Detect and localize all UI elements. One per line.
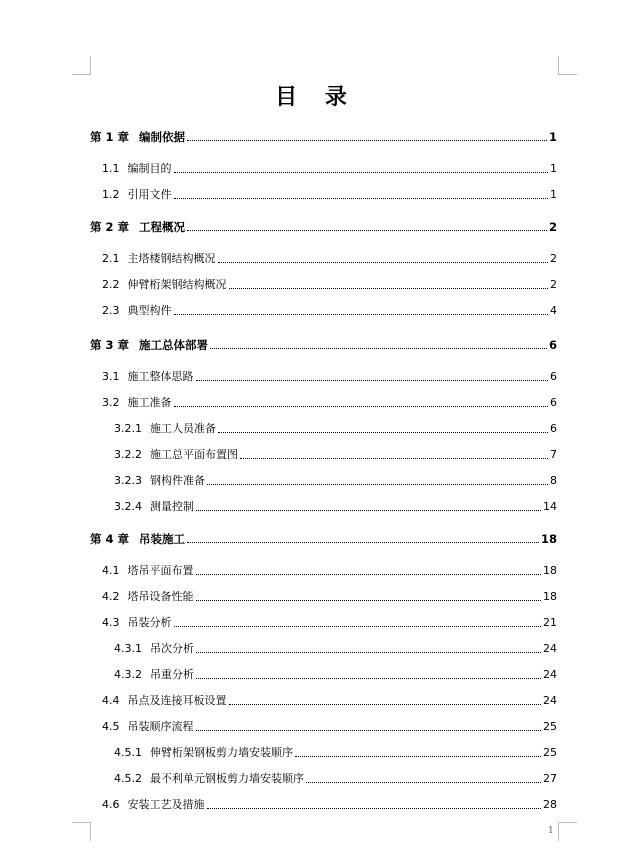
toc-entry[interactable] (90, 218, 557, 234)
toc-entry-text: 施工准备 (127, 396, 172, 409)
toc-dot-leader (174, 626, 542, 627)
toc-entry-number: 4.3 (102, 616, 120, 629)
toc-entry[interactable] (90, 302, 557, 318)
toc-entry-label (102, 396, 172, 410)
toc-entry-number: 1.1 (102, 162, 120, 175)
toc-entry-number: 3.2.3 (114, 474, 142, 487)
toc-entry-text: 施工总体部署 (139, 338, 209, 352)
toc-entry-label (114, 772, 304, 786)
toc-entry-label (102, 370, 194, 384)
toc-entry-page: 24 (543, 668, 557, 681)
toc-entry-text: 典型构件 (127, 304, 172, 317)
toc-dot-leader (174, 314, 549, 315)
toc-entry[interactable] (90, 692, 557, 708)
page-title: 目 录 (275, 85, 357, 110)
toc-entry-page: 6 (550, 370, 557, 383)
toc-entry-label (114, 422, 216, 436)
toc-entry-page: 2 (550, 252, 557, 265)
toc-entry-page: 6 (548, 338, 557, 352)
toc-dot-leader (218, 262, 549, 263)
toc-entry-text: 吊装分析 (127, 616, 172, 629)
toc-entry[interactable] (90, 718, 557, 734)
toc-dot-leader (210, 348, 547, 349)
toc-entry-number: 3.1 (102, 370, 120, 383)
toc-entry-page: 8 (550, 474, 557, 487)
toc-entry[interactable] (90, 744, 557, 760)
toc-entry-text: 引用文件 (127, 188, 172, 201)
toc-entry-page: 24 (543, 642, 557, 655)
toc-entry-text: 施工整体思路 (127, 370, 194, 383)
toc-entry-number: 4.3.2 (114, 668, 142, 681)
toc-entry-page: 1 (550, 162, 557, 175)
toc-entry-text: 最不利单元钢板剪力墙安装顺序 (150, 772, 304, 785)
toc-entry-label (90, 532, 185, 546)
toc-dot-leader (207, 808, 542, 809)
toc-entry[interactable] (90, 666, 557, 682)
toc-entry-text: 主塔楼钢结构概况 (127, 252, 216, 265)
toc-entry[interactable] (90, 368, 557, 384)
toc-entry-number: 4.2 (102, 590, 120, 603)
toc-dot-leader (174, 406, 549, 407)
toc-entry-number: 第 4 章 (90, 532, 130, 546)
toc-dot-leader (187, 230, 547, 231)
toc-entry-text: 吊次分析 (150, 642, 194, 655)
toc-entry[interactable] (90, 420, 557, 436)
toc-entry-page: 7 (550, 448, 557, 461)
toc-dot-leader (229, 288, 549, 289)
toc-entry-text: 测量控制 (150, 500, 194, 513)
toc-entry-number: 3.2 (102, 396, 120, 409)
toc-entry-page: 18 (543, 564, 557, 577)
toc-entry-text: 塔吊设备性能 (127, 590, 194, 603)
toc-entry-number: 3.2.4 (114, 500, 142, 513)
toc-dot-leader (196, 510, 541, 511)
toc-dot-leader (207, 484, 548, 485)
toc-entry-page: 18 (540, 532, 557, 546)
toc-entry-text: 吊装施工 (139, 532, 186, 546)
crop-mark-bottom-left (72, 822, 91, 841)
toc-entry-number: 2.2 (102, 278, 120, 291)
page-number: 1 (548, 826, 554, 836)
toc-entry-text: 施工总平面布置图 (150, 448, 238, 461)
toc-entry-number: 第 1 章 (90, 130, 130, 144)
crop-mark-top-right (558, 56, 577, 75)
toc-entry-number: 4.5.1 (114, 746, 142, 759)
toc-entry-label (102, 798, 205, 812)
toc-entry-number: 4.5 (102, 720, 120, 733)
toc-entry[interactable] (90, 588, 557, 604)
toc-entry-label (102, 304, 172, 318)
toc-entry[interactable] (90, 160, 557, 176)
toc-entry-label (102, 564, 194, 578)
toc-entry-page: 25 (543, 720, 557, 733)
toc-entry[interactable] (90, 446, 557, 462)
toc-entry-number: 2.1 (102, 252, 120, 265)
toc-entry-number: 3.2.2 (114, 448, 142, 461)
toc-dot-leader (196, 652, 541, 653)
crop-mark-top-left (72, 56, 91, 75)
toc-entry[interactable] (90, 640, 557, 656)
toc-entry-text: 吊点及连接耳板设置 (127, 694, 227, 707)
toc-entry-label (102, 278, 227, 292)
toc-entry-page: 1 (548, 130, 557, 144)
toc-entry-page: 6 (550, 396, 557, 409)
toc-entry-page: 28 (543, 798, 557, 811)
toc-entry-label (102, 252, 216, 266)
toc-dot-leader (174, 198, 549, 199)
toc-entry-page: 2 (550, 278, 557, 291)
toc-entry-text: 工程概况 (139, 220, 186, 234)
toc-entry-label (114, 448, 238, 462)
toc-entry-text: 钢构件准备 (150, 474, 205, 487)
toc-entry[interactable] (90, 336, 557, 352)
toc-entry-page: 4 (550, 304, 557, 317)
toc-entry-page: 6 (550, 422, 557, 435)
toc-entry[interactable] (90, 128, 557, 144)
toc-entry[interactable] (90, 614, 557, 630)
toc-entry-number: 第 3 章 (90, 338, 130, 352)
toc-entry-text: 安装工艺及措施 (127, 798, 205, 811)
toc-entry-page: 27 (543, 772, 557, 785)
toc-entry-label (102, 694, 227, 708)
toc-dot-leader (187, 542, 539, 543)
toc-entry-label (102, 188, 172, 202)
crop-mark-bottom-right (558, 822, 577, 841)
toc-entry-text: 编制依据 (139, 130, 186, 144)
toc-entry-label (90, 130, 185, 144)
toc-entry[interactable] (90, 394, 557, 410)
toc-dot-leader (196, 730, 542, 731)
toc-entry-number: 1.2 (102, 188, 120, 201)
toc-dot-leader (218, 432, 548, 433)
toc-entry[interactable] (90, 186, 557, 202)
toc-entry-text: 塔吊平面布置 (127, 564, 194, 577)
toc-entry-number: 4.4 (102, 694, 120, 707)
toc-entry-text: 编制目的 (127, 162, 172, 175)
toc-entry[interactable] (90, 498, 557, 514)
toc-entry-number: 4.3.1 (114, 642, 142, 655)
toc-entry-label (114, 668, 194, 682)
toc-entry-page: 24 (543, 694, 557, 707)
toc-entry-page: 25 (543, 746, 557, 759)
toc-entry-page: 1 (550, 188, 557, 201)
toc-entry-label (114, 642, 194, 656)
toc-entry-text: 吊重分析 (150, 668, 194, 681)
toc-entry-label (102, 616, 172, 630)
toc-dot-leader (196, 574, 542, 575)
toc-entry-label (102, 162, 172, 176)
toc-entry-number: 4.6 (102, 798, 120, 811)
toc-entry-page: 18 (543, 590, 557, 603)
toc-dot-leader (229, 704, 542, 705)
toc-dot-leader (306, 782, 541, 783)
toc-entry-number: 第 2 章 (90, 220, 130, 234)
toc-entry[interactable] (90, 472, 557, 488)
toc-entry-label (102, 720, 194, 734)
toc-entry-label (114, 500, 194, 514)
toc-entry-label (90, 338, 208, 352)
toc-entry-text: 伸臂桁架钢板剪力墙安装顺序 (150, 746, 293, 759)
toc-entry-number: 4.5.2 (114, 772, 142, 785)
toc-entry-label (114, 746, 293, 760)
toc-dot-leader (196, 380, 549, 381)
toc-entry-text: 伸臂桁架钢结构概况 (127, 278, 227, 291)
toc-entry[interactable] (90, 530, 557, 546)
toc-entry-number: 4.1 (102, 564, 120, 577)
toc-dot-leader (196, 600, 542, 601)
toc-entry-label (90, 220, 185, 234)
toc-entry-text: 施工人员准备 (150, 422, 216, 435)
toc-entry-number: 2.3 (102, 304, 120, 317)
toc-dot-leader (295, 756, 541, 757)
toc-dot-leader (187, 140, 547, 141)
toc-entry-text: 吊装顺序流程 (127, 720, 194, 733)
toc-dot-leader (240, 458, 548, 459)
toc-dot-leader (196, 678, 541, 679)
toc-entry[interactable] (90, 770, 557, 786)
toc-entry-page: 21 (543, 616, 557, 629)
toc-entry[interactable] (90, 562, 557, 578)
toc-entry-page: 14 (543, 500, 557, 513)
toc-entry-label (102, 590, 194, 604)
toc-entry[interactable] (90, 796, 557, 812)
toc-entry[interactable] (90, 250, 557, 266)
toc-entry-page: 2 (548, 220, 557, 234)
toc-entry-label (114, 474, 205, 488)
toc-entry-number: 3.2.1 (114, 422, 142, 435)
toc-entry[interactable] (90, 276, 557, 292)
toc-dot-leader (174, 172, 549, 173)
